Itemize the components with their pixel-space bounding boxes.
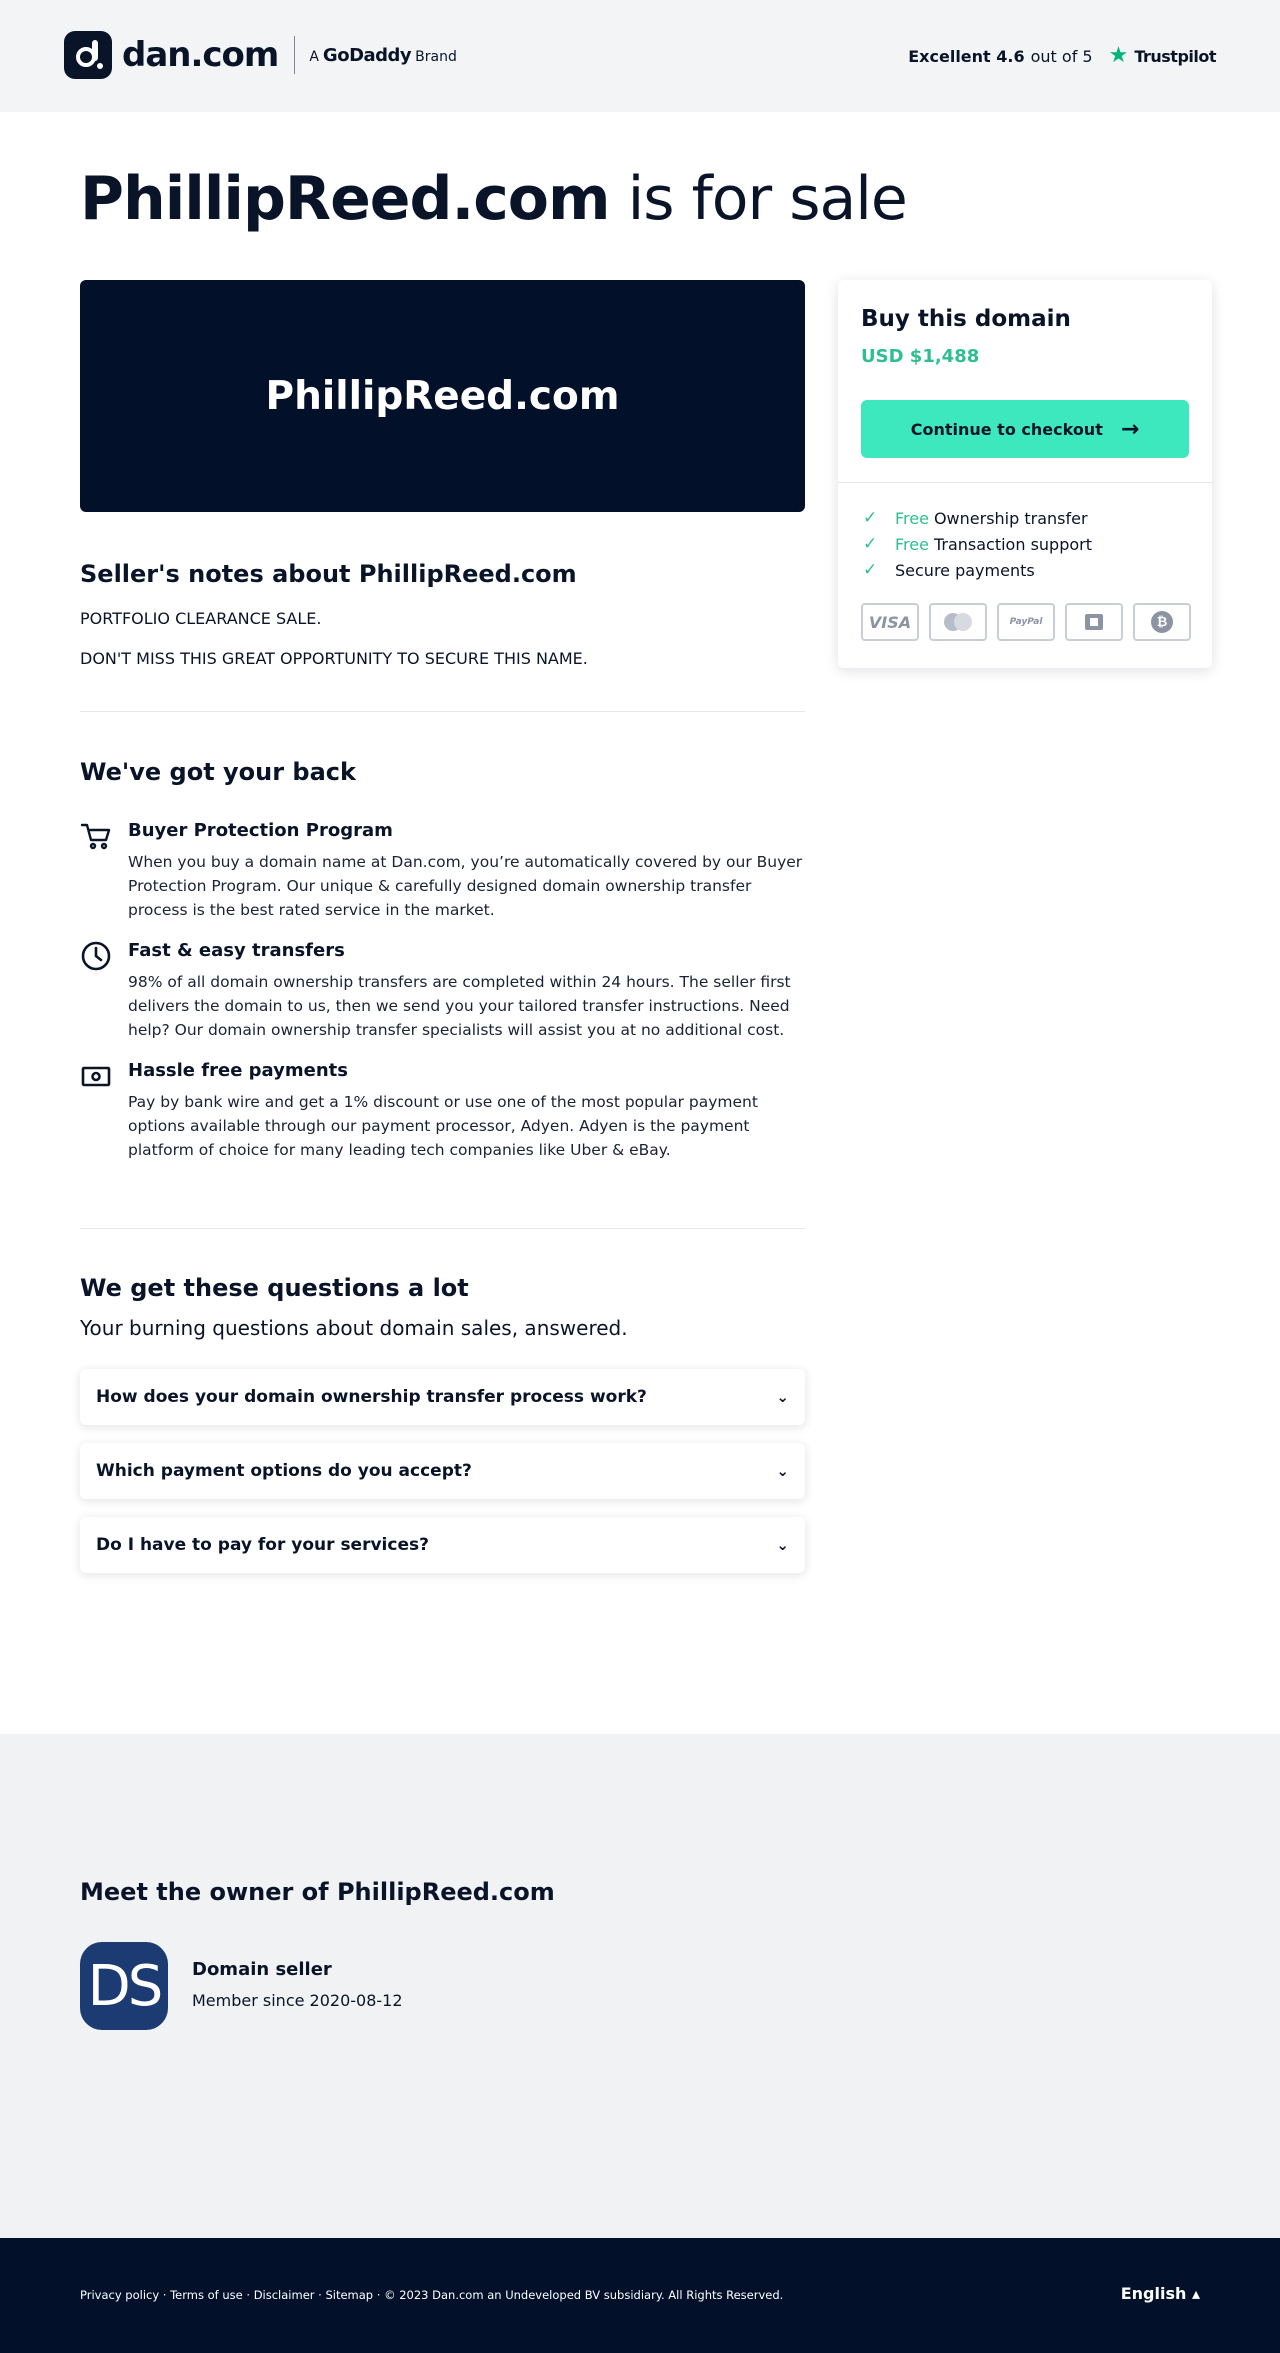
clock-icon — [80, 940, 112, 972]
faq-item[interactable]: Do I have to pay for your services? ⌄ — [80, 1517, 805, 1573]
faq-item[interactable]: How does your domain ownership transfer process work? ⌄ — [80, 1369, 805, 1425]
footer-links[interactable]: Privacy policy · Terms of use · Disclaimer · Sitemap · © 2023 Dan.com an Undeveloped BV subsidiary. All Rights Reserved. — [80, 2288, 784, 2302]
item-text: 98% of all domain ownership transfers are completed within 24 hours. The seller first delivers the domain to us, then we send you your tailored transfer instructions. Need help? Our domain ownership transfer specialists will assist you at no additional cost. — [128, 973, 791, 1039]
item-text: When you buy a domain name at Dan.com, you’re automatically covered by our Buyer Protection Program. Our unique & carefully designed domain ownership transfer process is the best rated service in the market. — [128, 853, 803, 919]
owner-title: Meet the owner of PhillipReed.com — [80, 1878, 555, 1906]
bank-transfer-icon — [1065, 603, 1123, 641]
protection-item — [80, 820, 805, 930]
faq-item[interactable]: Which payment options do you accept? ⌄ — [80, 1443, 805, 1499]
mastercard-icon — [929, 603, 987, 641]
godaddy-brand: A GoDaddy Brand — [309, 44, 457, 66]
item-title: Buyer Protection Program — [128, 820, 393, 841]
dan-logo[interactable] — [64, 31, 457, 79]
logo-text: dan.com — [122, 35, 279, 75]
chevron-down-icon: ⌄ — [776, 1462, 789, 1480]
hero-domain: PhillipReed.com — [265, 373, 620, 419]
trustpilot-rating[interactable] — [908, 45, 1216, 67]
check-icon: ✓ — [863, 534, 878, 554]
protection-item — [80, 1060, 805, 1170]
seller-notes-title: Seller's notes about PhillipReed.com — [80, 560, 577, 588]
owner-name: Domain seller — [192, 1959, 332, 1980]
chevron-down-icon: ⌄ — [776, 1536, 789, 1554]
domain-hero — [80, 280, 805, 512]
seller-note: DON'T MISS THIS GREAT OPPORTUNITY TO SECURE THIS NAME. — [80, 649, 588, 668]
protection-title: We've got your back — [80, 758, 356, 786]
feature-list — [863, 505, 1092, 583]
feature-item: ✓ Free Ownership transfer — [863, 508, 1088, 528]
feature-item: ✓ Secure payments — [863, 560, 1035, 580]
trustpilot-name: Trustpilot — [1134, 46, 1216, 66]
logo-divider — [294, 36, 295, 74]
faq-title: We get these questions a lot — [80, 1274, 469, 1302]
section-divider — [80, 711, 805, 712]
avatar: DS — [80, 1942, 168, 2030]
bitcoin-icon: ₿ — [1133, 603, 1191, 641]
feature-item: ✓ Free Transaction support — [863, 534, 1092, 554]
protection-item — [80, 940, 805, 1050]
paypal-icon: PayPal — [997, 603, 1055, 641]
item-title: Hassle free payments — [128, 1060, 348, 1081]
shopping-cart-icon — [80, 820, 112, 852]
owner-since: Member since 2020-08-12 — [192, 1991, 403, 2010]
payment-methods — [861, 603, 1191, 641]
faq-subtitle: Your burning questions about domain sales, answered. — [80, 1316, 628, 1340]
site-footer — [0, 2238, 1280, 2353]
chevron-down-icon: ⌄ — [776, 1388, 789, 1406]
visa-icon: VISA — [861, 603, 919, 641]
language-selector[interactable]: English ▴ — [1120, 2284, 1200, 2303]
seller-note: PORTFOLIO CLEARANCE SALE. — [80, 609, 322, 628]
buy-heading: Buy this domain — [861, 306, 1071, 332]
money-icon — [80, 1060, 112, 1092]
trust-outof: out of 5 — [1030, 46, 1093, 66]
trustpilot-star-icon: ★ — [1108, 43, 1129, 68]
price: USD $1,488 — [861, 346, 980, 367]
item-title: Fast & easy transfers — [128, 940, 345, 961]
page-title: PhillipReed.com is for sale — [80, 164, 907, 234]
card-divider — [838, 482, 1212, 483]
site-header — [0, 0, 1280, 112]
dan-logo-icon — [64, 31, 112, 79]
checkout-button[interactable]: Continue to checkout → — [861, 400, 1189, 458]
item-text: Pay by bank wire and get a 1% discount or use one of the most popular payment options available through our payment processor, Adyen. Adyen is the payment platform of choice for many leading tech companies like Uber & eBay. — [128, 1093, 758, 1159]
trust-score: Excellent 4.6 — [908, 46, 1025, 66]
check-icon: ✓ — [863, 508, 878, 528]
check-icon: ✓ — [863, 560, 878, 580]
buy-card — [838, 280, 1212, 668]
section-divider — [80, 1228, 805, 1229]
arrow-right-icon: → — [1120, 416, 1140, 442]
owner-section — [0, 1734, 1280, 2238]
